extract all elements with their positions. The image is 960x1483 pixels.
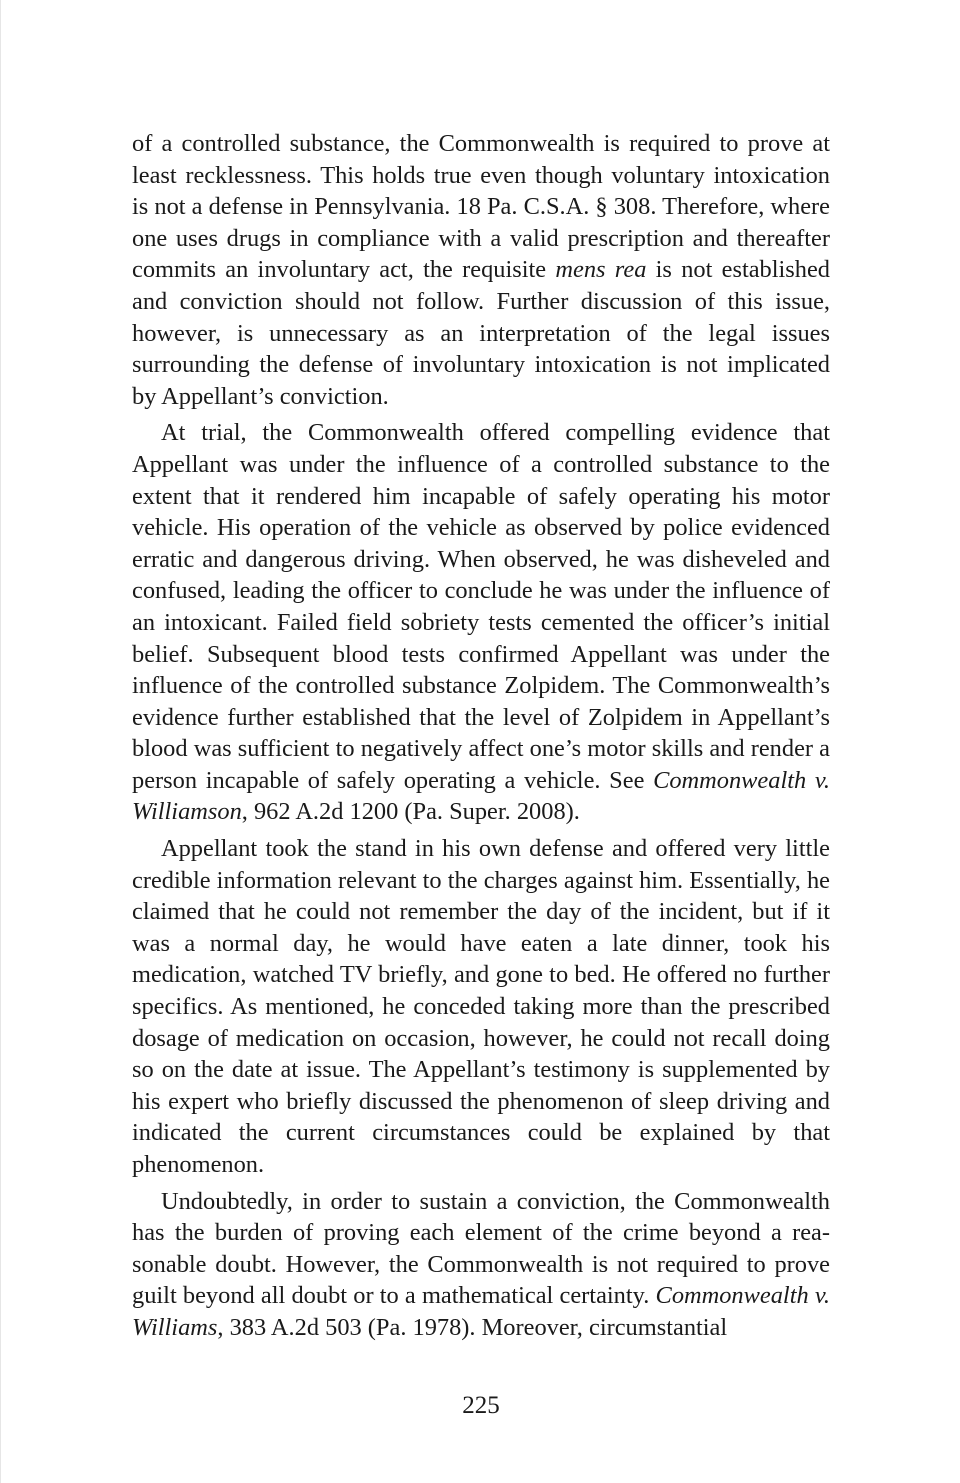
paragraph-3 — [132, 833, 830, 1181]
paragraph-4-segment-3: , 383 A.2d 503 (Pa. 1978). Moreover, circumstantial — [217, 1313, 728, 1341]
paragraph-1-segment-2-italic: mens rea — [555, 256, 647, 284]
paragraph-2-segment-1: At trial, the Commonwealth offered compelling evidence that Appellant was under the influence of a controlled substance to the extent that it rendered him incapable of safely operating his motor vehicle. His operation of the vehicle as observed by police evidenced erratic and dangerous driving. When observed, he was disheveled and confused, leading the officer to conclude he was under the influence of an intoxicant. Failed field sobriety tests cemented the officer’s initial belief. Subsequent blood tests confirmed Appellant was under the influence of the controlled substance Zolpidem. The Commonwealth’s evidence further established that the level of Zolpidem in Appellant’s blood was sufficient to negatively affect one’s motor skills and render a person incapable of safely operating a vehicle. See — [132, 419, 830, 794]
paragraph-4 — [132, 1186, 830, 1344]
paragraph-1-segment-3: is not established and conviction should not follow. Further discussion of this issue, however, is unnecessary as an interpretation of the legal issues surrounding the defense of involuntary intoxication is not implicated by Appellant’s conviction. — [132, 256, 830, 410]
paragraph-4-case-citation: Commonwealth v. Williams — [132, 1282, 830, 1341]
body-text — [132, 128, 830, 1349]
paragraph-2-segment-3: , 962 A.2d 1200 (Pa. Super. 2008). — [241, 798, 580, 826]
paragraph-4-segment-1: Undoubtedly, in order to sustain a conviction, the Commonwealth has the burden of proving each element of the crime beyond a reasonable doubt. However, the Commonwealth is not required to prove guilt beyond all doubt or to a mathematical certainty. — [132, 1187, 830, 1310]
paragraph-2 — [132, 417, 830, 828]
paragraph-1-segment-1: of a controlled substance, the Commonwealth is required to prove at least recklessness. This holds true even though voluntary intoxication is not a defense in Pennsylvania. 18 Pa. C.S.A. § 308. Therefore, where one uses drugs in compliance with a valid prescription and thereafter commits an involuntary act, the requisite — [132, 130, 830, 284]
paragraph-2-case-citation: Commonwealth v. Williamson — [132, 766, 830, 826]
paragraph-1 — [132, 128, 830, 412]
page-number: 225 — [462, 1392, 500, 1419]
paragraph-3-segment-1: Appellant took the stand in his own defense and offered very little credible information relevant to the charges against him. Essentially, he claimed that he could not remember the day of the incident, but if it was a normal day, he would have eaten a late dinner, took his medication, watched TV briefly, and gone to bed. He offered no further specifics. As mentioned, he conceded taking more than the prescribed dosage of medication on occasion, however, he could not recall doing so on the date at issue. The Appellant’s testimony is supplemented by his expert who briefly discussed the phenomenon of sleep driving and indicated the current circumstances could be explained by that phenomenon. — [132, 835, 830, 1178]
